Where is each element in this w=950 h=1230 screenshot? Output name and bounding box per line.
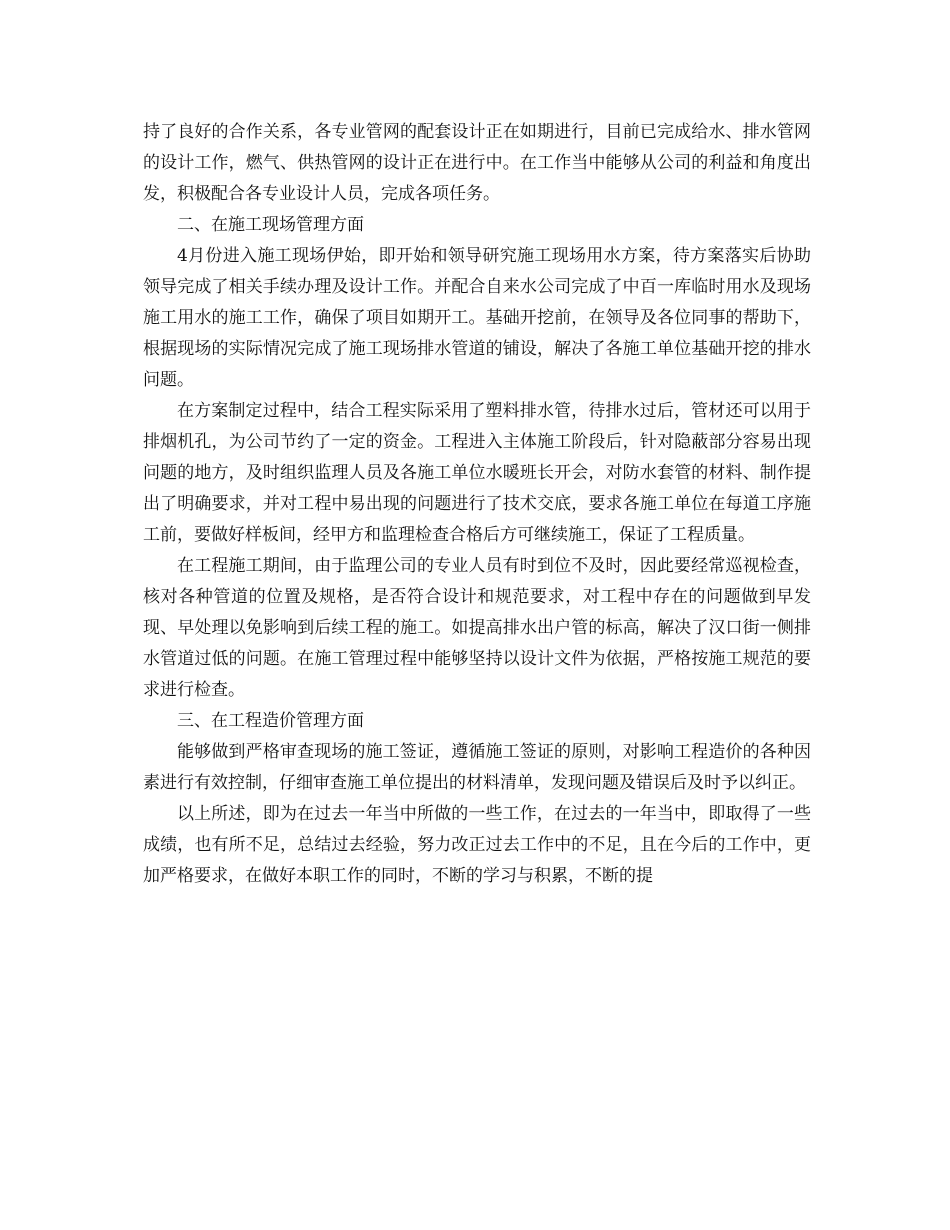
- section-heading-construction-site: 二、在施工现场管理方面: [177, 215, 364, 235]
- paragraph-cost-review: 能够做到严格审查现场的施工签证，遵循施工签证的原则，对影响工程造价的各种因素进行有效控制，仔细审查施工单位提出的材料清单，发现问题及错误后及时予以纠正。: [143, 742, 811, 793]
- paragraph-inspection: 在工程施工期间，由于监理公司的专业人员有时到位不及时，因此要经常巡视检查，核对各种管道的位置及规格，是否符合设计和规范要求，对工程中存在的问题做到早发现、早处理以免影响到后续工程的施工。如提高排水出户管的标高，解决了汉口街一侧排水管道过低的问题。在施工管理过程中能够坚持以设计文件为依据，严格按施工规范的要求进行检查。: [143, 556, 811, 700]
- paragraph-summary: 以上所述，即为在过去一年当中所做的一些工作，在过去的一年当中，即取得了一些成绩，也有所不足，总结过去经验，努力改正过去工作中的不足，且在今后的工作中，更加严格要求，在做好本职工作的同时，不断的学习与积累，不断的提: [143, 804, 811, 886]
- document-body: [143, 117, 811, 892]
- paragraph-continuation: 持了良好的合作关系，各专业管网的配套设计正在如期进行，目前已完成给水、排水管网的设计工作，燃气、供热管网的设计正在进行中。在工作当中能够从公司的利益和角度出发，积极配合各专业设计人员，完成各项任务。: [143, 122, 811, 204]
- paragraph-site-water: 4月份进入施工现场伊始，即开始和领导研究施工现场用水方案，待方案落实后协助领导完成了相关手续办理及设计工作。并配合自来水公司完成了中百一库临时用水及现场施工用水的施工工作，确保了项目如期开工。基础开挖前，在领导及各位同事的帮助下，根据现场的实际情况完成了施工现场排水管道的铺设，解决了各施工单位基础开挖的排水问题。: [143, 246, 811, 390]
- paragraph-scheme: 在方案制定过程中，结合工程实际采用了塑料排水管，待排水过后，管材还可以用于排烟机孔，为公司节约了一定的资金。工程进入主体施工阶段后，针对隐蔽部分容易出现问题的地方，及时组织监理人员及各施工单位水暖班长开会，对防水套管的材料、制作提出了明确要求，并对工程中易出现的问题进行了技术交底，要求各施工单位在每道工序施工前，要做好样板间，经甲方和监理检查合格后方可继续施工，保证了工程质量。: [143, 401, 811, 545]
- section-heading-cost-management: 三、在工程造价管理方面: [177, 711, 364, 731]
